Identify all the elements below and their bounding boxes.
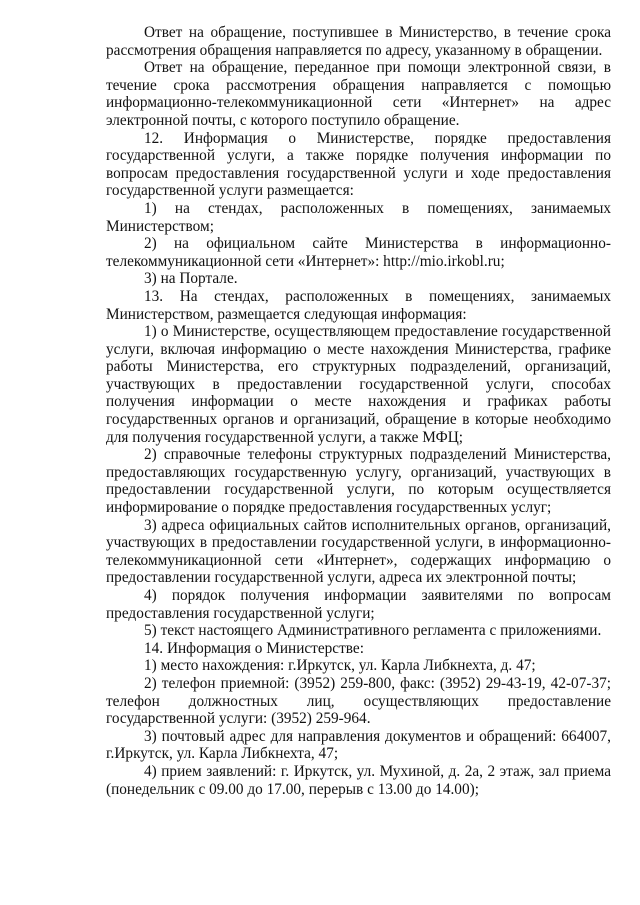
list-item-13-2-phones: 2) справочные телефоны структурных подразделений Министерства, предоставляющих государственную услугу, организаций, участвующих в предоставлении государственной услуги, по которым осуществляется информирование о порядке предоставления государственных услуг;: [106, 446, 611, 517]
paragraph-12-information: 12. Информация о Министерстве, порядке предоставления государственной услуги, а также порядке получения информации по вопросам предоставления государственной услуги и ходе предоставления государственной услуги размещается:: [106, 129, 611, 200]
paragraph-reply-electronic: Ответ на обращение, переданное при помощи электронной связи, в течение срока рассмотрения обращения направляется с помощью информационно-телекоммуникационной сети «Интернет» на адрес электронной почты, с которого поступило обращение.: [106, 59, 611, 129]
list-item-12-2-website: 2) на официальном сайте Министерства в информационно-телекоммуникационной сети «Интернет»: http://mio.irkobl.ru;: [106, 235, 611, 270]
list-item-13-5-regulation: 5) текст настоящего Административного регламента с приложениями.: [144, 622, 602, 640]
paragraph-13-stands: 13. На стендах, расположенных в помещениях, занимаемых Министерством, размещается следующая информация:: [106, 287, 611, 323]
list-item-12-1-stands: 1) на стендах, расположенных в помещениях, занимаемых Министерством;: [106, 199, 611, 235]
list-item-13-1-ministry: 1) о Министерстве, осуществляющем предоставление государственной услуги, включая информацию о месте нахождения Министерства, графике работы Министерства, его структурных подразделений, организаций, участвующих в предоставлении государственной услуги, способах получения информации о месте нахождения и графиках работы государственных органов и организаций, обращение в которые необходимо для получения государственной услуги, а также МФЦ;: [106, 323, 611, 446]
list-item-14-3-postal-address: 3) почтовый адрес для направления документов и обращений: 664007, г.Иркутск, ул. Карла Либкнехта, 47;: [106, 727, 611, 763]
list-item-12-3-portal: 3) на Портале.: [144, 270, 238, 288]
paragraph-reply-postal: Ответ на обращение, поступившее в Министерство, в течение срока рассмотрения обращения направляется по адресу, указанному в обращении.: [106, 24, 611, 59]
list-item-14-1-location: 1) место нахождения: г.Иркутск, ул. Карла Либкнехта, д. 47;: [144, 657, 536, 675]
list-item-13-3-websites: 3) адреса официальных сайтов исполнительных органов, организаций, участвующих в предоставлении государственной услуги, в информационно-телекоммуникационной сети «Интернет», содержащих информацию о предоставлении государственной услуги, адреса их электронной почты;: [106, 516, 611, 587]
list-item-14-2-phones: 2) телефон приемной: (3952) 259-800, факс: (3952) 29-43-19, 42-07-37; телефон должностных лиц, осуществляющих предоставление государственной услуги: (3952) 259-964.: [106, 674, 611, 728]
list-item-14-4-reception: 4) прием заявлений: г. Иркутск, ул. Мухиной, д. 2а, 2 этаж, зал приема (понедельник с 09.00 до 17.00, перерыв с 13.00 до 14.00);: [106, 762, 611, 798]
document-page: [106, 24, 611, 798]
list-item-13-4-procedure: 4) порядок получения информации заявителями по вопросам предоставления государственной услуги;: [106, 587, 611, 622]
paragraph-14-ministry-info: 14. Информация о Министерстве:: [144, 639, 364, 657]
